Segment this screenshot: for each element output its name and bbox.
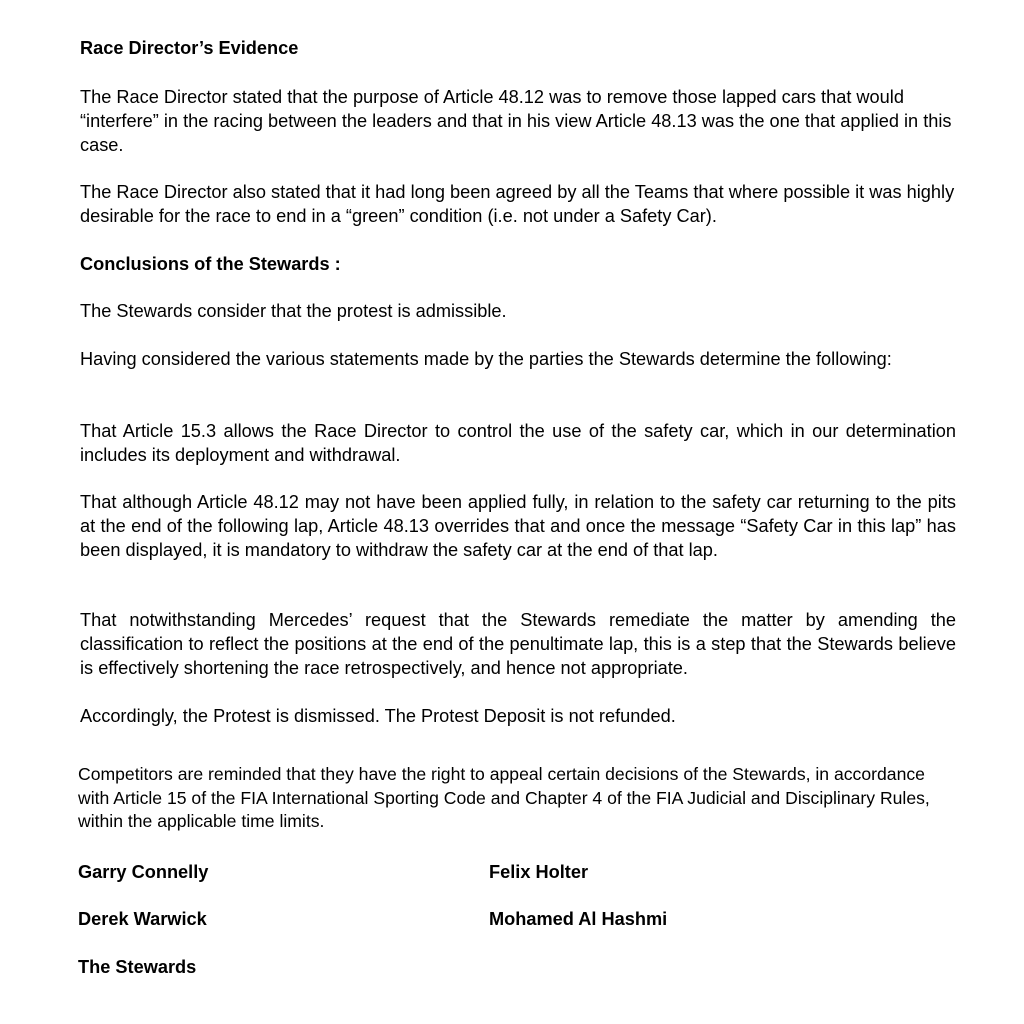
conclusions-paragraph-6: Accordingly, the Protest is dismissed. The Protest Deposit is not refunded. [80,706,676,726]
conclusions-paragraph-5: That notwithstanding Mercedes’ request that the Stewards remediate the matter by amending the classification to reflect the positions at the end of the penultimate lap, this is a step that the Stewards believe is effectively shortening the race retrospectively, and hence not appropriate. [80,610,956,678]
conclusions-paragraph-2: Having considered the various statements made by the parties the Stewards determine the following: [80,349,892,369]
conclusions-heading: Conclusions of the Stewards : [80,254,341,274]
conclusions-paragraph-3: That Article 15.3 allows the Race Director to control the use of the safety car, which in our determination includes its deployment and withdrawal. [80,421,956,465]
steward-signature-3: Derek Warwick [78,909,207,929]
steward-signature-2: Felix Holter [489,862,589,882]
conclusions-paragraph-4: That although Article 48.12 may not have been applied fully, in relation to the safety car returning to the pits at the end of the following lap, Article 48.13 overrides that and once the message “Safety Car in this lap” has been displayed, it is mandatory to withdraw the safety car at the end of that lap. [80,492,956,560]
evidence-heading: Race Director’s Evidence [80,38,299,58]
evidence-paragraph-2: The Race Director also stated that it had long been agreed by all the Teams that where possible it was highly desirable for the race to end in a “green” condition (i.e. not under a Safety Car). [80,182,955,226]
conclusions-paragraph-1: The Stewards consider that the protest is admissible. [80,301,507,321]
appeal-reminder: Competitors are reminded that they have the right to appeal certain decisions of the Stewards, in accordance with Article 15 of the FIA International Sporting Code and Chapter 4 of the FIA Judicial and Disciplinary Rules, within the applicable time limits. [78,764,930,832]
stewards-closing: The Stewards [78,957,197,977]
steward-signature-1: Garry Connelly [78,862,209,882]
evidence-paragraph-1: The Race Director stated that the purpose of Article 48.12 was to remove those lapped cars that would “interfere” in the racing between the leaders and that in his view Article 48.13 was the one that applied in this case. [80,87,952,155]
steward-signature-4: Mohamed Al Hashmi [489,909,668,929]
